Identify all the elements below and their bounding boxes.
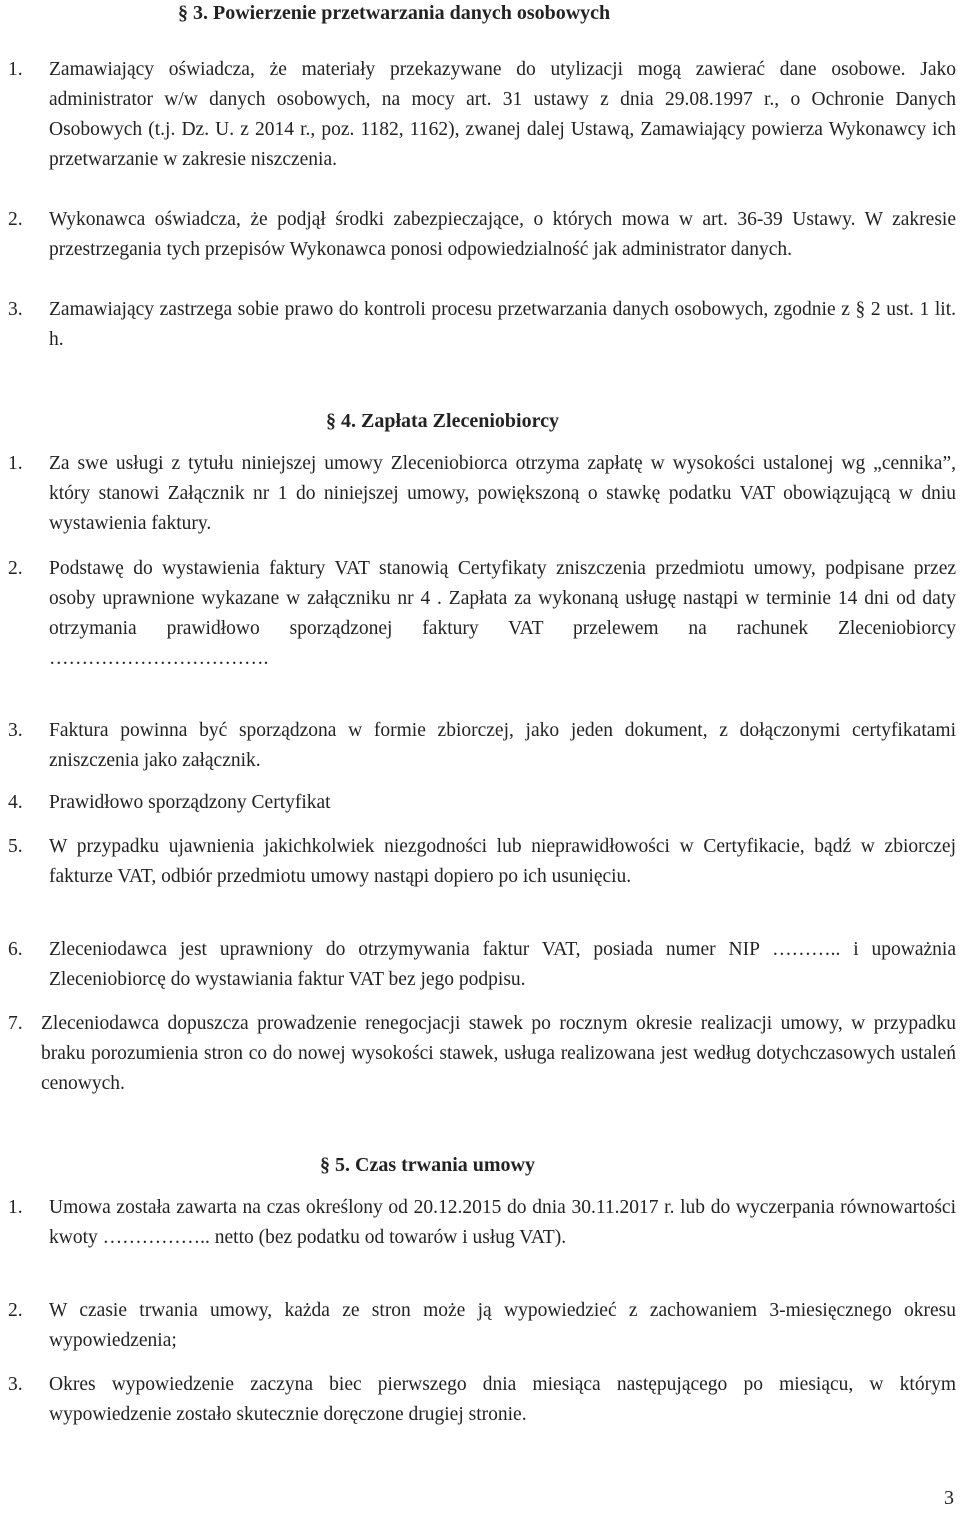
item-number: 1.: [8, 1197, 23, 1218]
item-number: 3.: [8, 720, 23, 741]
item-text: Podstawę do wystawienia faktury VAT stanowią Certyfikaty zniszczenia przedmiotu umowy, podpisane przez osoby uprawnione wykazane w załączniku nr 4 . Zapłata za wykonaną usługę nastąpi w terminie 14 dni od daty otrzymania prawidłowo sporządzonej faktury VAT przelewem na rachunek Zleceniobiorcy …………………………….: [49, 558, 956, 669]
item-number: 1.: [8, 59, 23, 80]
item-number: 3.: [8, 1374, 23, 1395]
item-number: 2.: [8, 209, 23, 230]
list-item: [8, 205, 956, 265]
item-text: W czasie trwania umowy, każda ze stron może ją wypowiedzieć z zachowaniem 3-miesięcznego okresu wypowiedzenia;: [49, 1300, 956, 1351]
item-text: Prawidłowo sporządzony Certyfikat: [49, 792, 331, 813]
item-text: Faktura powinna być sporządzona w formie zbiorczej, jako jeden dokument, z dołączonymi certyfikatami zniszczenia jako załącznik.: [49, 720, 956, 771]
item-number: 3.: [8, 299, 23, 320]
section-heading-3: § 3. Powierzenie przetwarzania danych osobowych: [178, 2, 611, 24]
item-number: 1.: [8, 453, 23, 474]
item-number: 2.: [8, 558, 23, 579]
list-item: [8, 1009, 956, 1099]
list-item: [8, 935, 956, 995]
item-number: 7.: [8, 1013, 23, 1034]
item-text: Zleceniodawca dopuszcza prowadzenie renegocjacji stawek po rocznym okresie realizacji umowy, w przypadku braku porozumienia stron co do nowej wysokości stawek, usługa realizowana jest według dotychczasowych ustaleń cenowych.: [41, 1013, 956, 1094]
list-item: [8, 295, 956, 355]
list-item: [8, 55, 956, 175]
list-item: [8, 788, 956, 818]
item-text: W przypadku ujawnienia jakichkolwiek niezgodności lub nieprawidłowości w Certyfikacie, bądź w zbiorczej fakturze VAT, odbiór przedmiotu umowy nastąpi dopiero po ich usunięciu.: [49, 836, 956, 887]
list-item: [8, 832, 956, 892]
list-item: [8, 1296, 956, 1356]
list-item: [8, 1193, 956, 1253]
item-text: Zamawiający oświadcza, że materiały przekazywane do utylizacji mogą zawierać dane osobowe. Jako administrator w/w danych osobowych, na mocy art. 31 ustawy z dnia 29.08.1997 r., o Ochronie Danych Osobowych (t.j. Dz. U. z 2014 r., poz. 1182, 1162), zwanej dalej Ustawą, Zamawiający powierza Wykonawcy ich przetwarzanie w zakresie niszczenia.: [49, 59, 956, 170]
item-number: 2.: [8, 1300, 23, 1321]
item-text: Za swe usługi z tytułu niniejszej umowy Zleceniobiorca otrzyma zapłatę w wysokości ustalonej wg „cennika”, który stanowi Załącznik nr 1 do niniejszej umowy, powiększoną o stawkę podatku VAT obowiązującą w dniu wystawienia faktury.: [49, 453, 956, 534]
section-heading-4: § 4. Zapłata Zleceniobiorcy: [326, 410, 559, 432]
list-item: [8, 1370, 956, 1430]
item-number: 5.: [8, 836, 23, 857]
item-text: Wykonawca oświadcza, że podjął środki zabezpieczające, o których mowa w art. 36-39 Ustawy. W zakresie przestrzegania tych przepisów Wykonawca ponosi odpowiedzialność jak administrator danych.: [49, 209, 956, 260]
list-item: [8, 449, 956, 539]
item-text: Umowa została zawarta na czas określony od 20.12.2015 do dnia 30.11.2017 r. lub do wyczerpania równowartości kwoty …………….. netto (bez podatku od towarów i usług VAT).: [49, 1197, 956, 1248]
item-text: Zamawiający zastrzega sobie prawo do kontroli procesu przetwarzania danych osobowych, zgodnie z § 2 ust. 1 lit. h.: [49, 299, 956, 350]
item-text: Okres wypowiedzenie zaczyna biec pierwszego dnia miesiąca następującego po miesiącu, w którym wypowiedzenie zostało skutecznie doręczone drugiej stronie.: [49, 1374, 956, 1425]
list-item: [8, 716, 956, 776]
item-text: Zleceniodawca jest uprawniony do otrzymywania faktur VAT, posiada numer NIP ……….. i upoważnia Zleceniobiorcę do wystawiania faktur VAT bez jego podpisu.: [49, 939, 956, 990]
list-item: [8, 554, 956, 674]
section-heading-5: § 5. Czas trwania umowy: [320, 1154, 535, 1176]
item-number: 6.: [8, 939, 23, 960]
page-number: 3: [944, 1487, 954, 1509]
item-number: 4.: [8, 792, 23, 813]
